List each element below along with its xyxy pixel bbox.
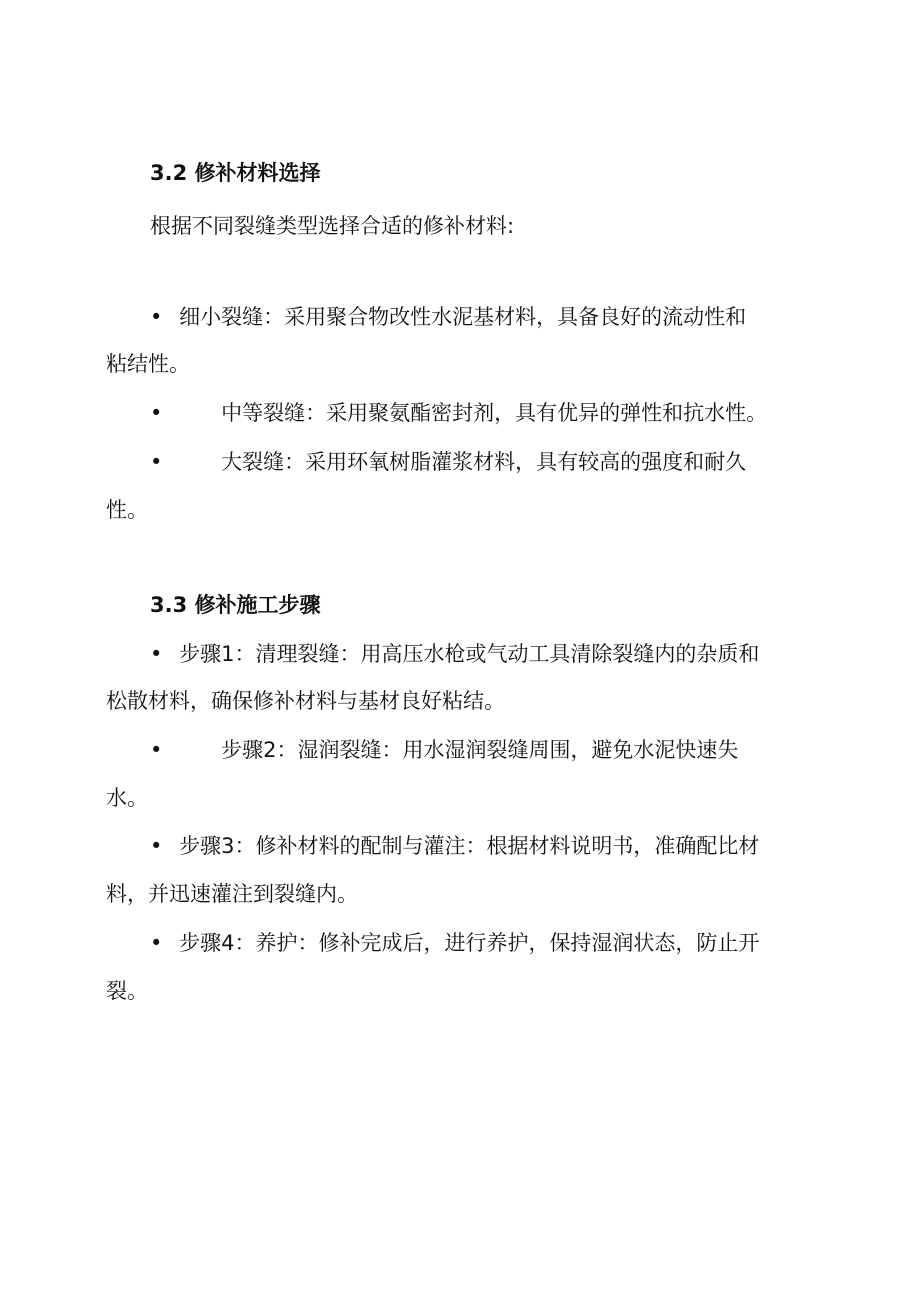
list-item bbox=[150, 302, 746, 332]
list-item-continuation: 粘结性。 bbox=[106, 352, 190, 376]
bullet: • bbox=[150, 305, 163, 329]
list-item-continuation: 裂。 bbox=[106, 979, 148, 1003]
list-item-text: 步骤4：养护：修补完成后，进行养护，保持湿润状态，防止开 bbox=[179, 931, 760, 955]
list-item-continuation: 松散材料，确保修补材料与基材良好粘结。 bbox=[106, 689, 505, 713]
list-item-text: 步骤1：清理裂缝：用高压水枪或气动工具清除裂缝内的杂质和 bbox=[179, 642, 760, 666]
list-item bbox=[150, 735, 738, 765]
list-item bbox=[150, 928, 759, 958]
list-item bbox=[150, 447, 746, 477]
list-item-text: 步骤3：修补材料的配制与灌注：根据材料说明书，准确配比材 bbox=[179, 834, 760, 858]
list-item bbox=[150, 639, 759, 669]
bullet: • bbox=[150, 401, 163, 425]
section-3-3-heading: 3.3 修补施工步骤 bbox=[150, 593, 321, 617]
bullet: • bbox=[150, 834, 163, 858]
list-item-continuation: 水。 bbox=[106, 786, 148, 810]
list-item-text: 步骤2：湿润裂缝：用水湿润裂缝周围，避免水泥快速失 bbox=[221, 738, 739, 762]
bullet: • bbox=[150, 450, 163, 474]
section-3-2-intro: 根据不同裂缝类型选择合适的修补材料: bbox=[150, 214, 515, 238]
bullet: • bbox=[150, 931, 163, 955]
bullet: • bbox=[150, 642, 163, 666]
list-item-continuation: 性。 bbox=[106, 498, 148, 522]
list-item-text: 细小裂缝：采用聚合物改性水泥基材料，具备良好的流动性和 bbox=[179, 305, 747, 329]
section-3-2-heading: 3.2 修补材料选择 bbox=[150, 161, 321, 185]
list-item bbox=[150, 398, 767, 428]
list-item bbox=[150, 831, 759, 861]
list-item-text: 中等裂缝：采用聚氨酯密封剂，具有优异的弹性和抗水性。 bbox=[221, 401, 768, 425]
list-item-continuation: 料，并迅速灌注到裂缝内。 bbox=[106, 882, 358, 906]
list-item-text: 大裂缝：采用环氧树脂灌浆材料，具有较高的强度和耐久 bbox=[221, 450, 747, 474]
bullet: • bbox=[150, 738, 163, 762]
